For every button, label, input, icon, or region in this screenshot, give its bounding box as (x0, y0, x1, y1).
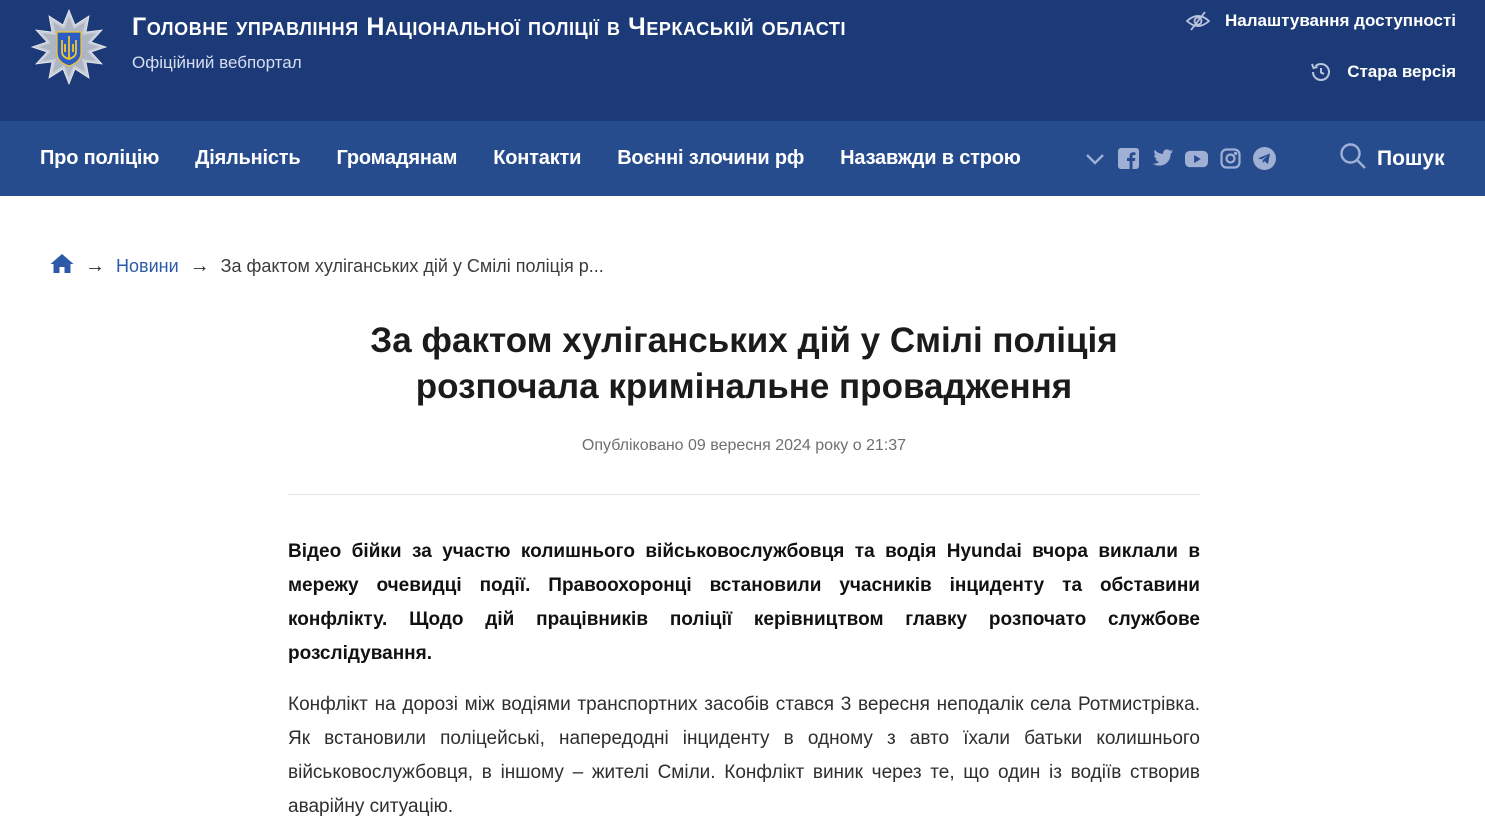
nav-item-activity[interactable]: Діяльність (195, 147, 301, 169)
instagram-icon[interactable] (1219, 147, 1242, 170)
accessibility-settings-link[interactable] (1185, 10, 1456, 32)
site-header (0, 0, 1485, 121)
nav-item-forever-in-ranks[interactable]: Назавжди в строю (840, 147, 1021, 169)
breadcrumb-separator: → (85, 254, 105, 277)
site-title[interactable]: Головне управління Національної поліції в Черкаській області (132, 13, 847, 41)
breadcrumb-news-link[interactable]: Новини (116, 255, 179, 276)
telegram-icon[interactable] (1253, 147, 1276, 170)
breadcrumb-separator: → (189, 254, 210, 277)
search-button[interactable] (1339, 121, 1445, 196)
history-icon (1309, 60, 1333, 84)
old-version-link[interactable] (1309, 60, 1456, 84)
nav-item-about-police[interactable]: Про поліцію (40, 147, 160, 169)
breadcrumb-current: За фактом хуліганських дій у Смілі поліція р... (220, 255, 604, 276)
accessibility-settings-label: Налаштування доступності (1224, 11, 1456, 30)
police-emblem-logo[interactable] (30, 8, 108, 86)
article-title: За фактом хуліганських дій у Смілі поліція розпочала кримінальне провадження (370, 321, 1118, 406)
nav-item-war-crimes[interactable]: Воєнні злочини рф (617, 147, 805, 169)
accessibility-eye-icon (1185, 10, 1211, 32)
nav-item-citizens[interactable]: Громадянам (336, 147, 458, 169)
article-lead: Відео бійки за участю колишнього військовослужбовця та водія Hyundai вчора виклали в мережу очевидці події. Правоохоронці встановили учасників інциденту та обставини конфлікту. Щодо дій працівників поліції керівництвом главку розпочато службове розслідування. (288, 541, 1200, 664)
home-icon[interactable] (50, 253, 74, 279)
twitter-icon[interactable] (1151, 147, 1174, 170)
old-version-label: Стара версія (1347, 62, 1456, 81)
nav-item-contacts[interactable]: Контакти (493, 147, 582, 169)
publication-date: Опубліковано 09 вересня 2024 року о 21:37 (581, 437, 907, 454)
site-subtitle: Офіційний вебпортал (132, 53, 302, 72)
facebook-icon[interactable] (1117, 147, 1140, 170)
divider (288, 494, 1200, 495)
main-navigation (0, 121, 1485, 196)
breadcrumb (50, 253, 604, 279)
social-links (1083, 121, 1276, 196)
youtube-icon[interactable] (1185, 147, 1208, 170)
article-paragraph: Конфлікт на дорозі між водіями транспортних засобів стався 3 вересня неподалік села Ротмистрівка. Як встановили поліцейські, напередодні інциденту в одному з авто їхали батьки колишнього військовослужбовця, в іншому – жителі Сміли. Конфлікт виник через те, що один із водіїв створив аварійну ситуацію. (288, 694, 1200, 817)
search-label: Пошук (1377, 146, 1445, 170)
search-icon (1339, 142, 1367, 176)
nav-menu (40, 121, 1057, 196)
chevron-down-icon[interactable] (1083, 147, 1106, 170)
